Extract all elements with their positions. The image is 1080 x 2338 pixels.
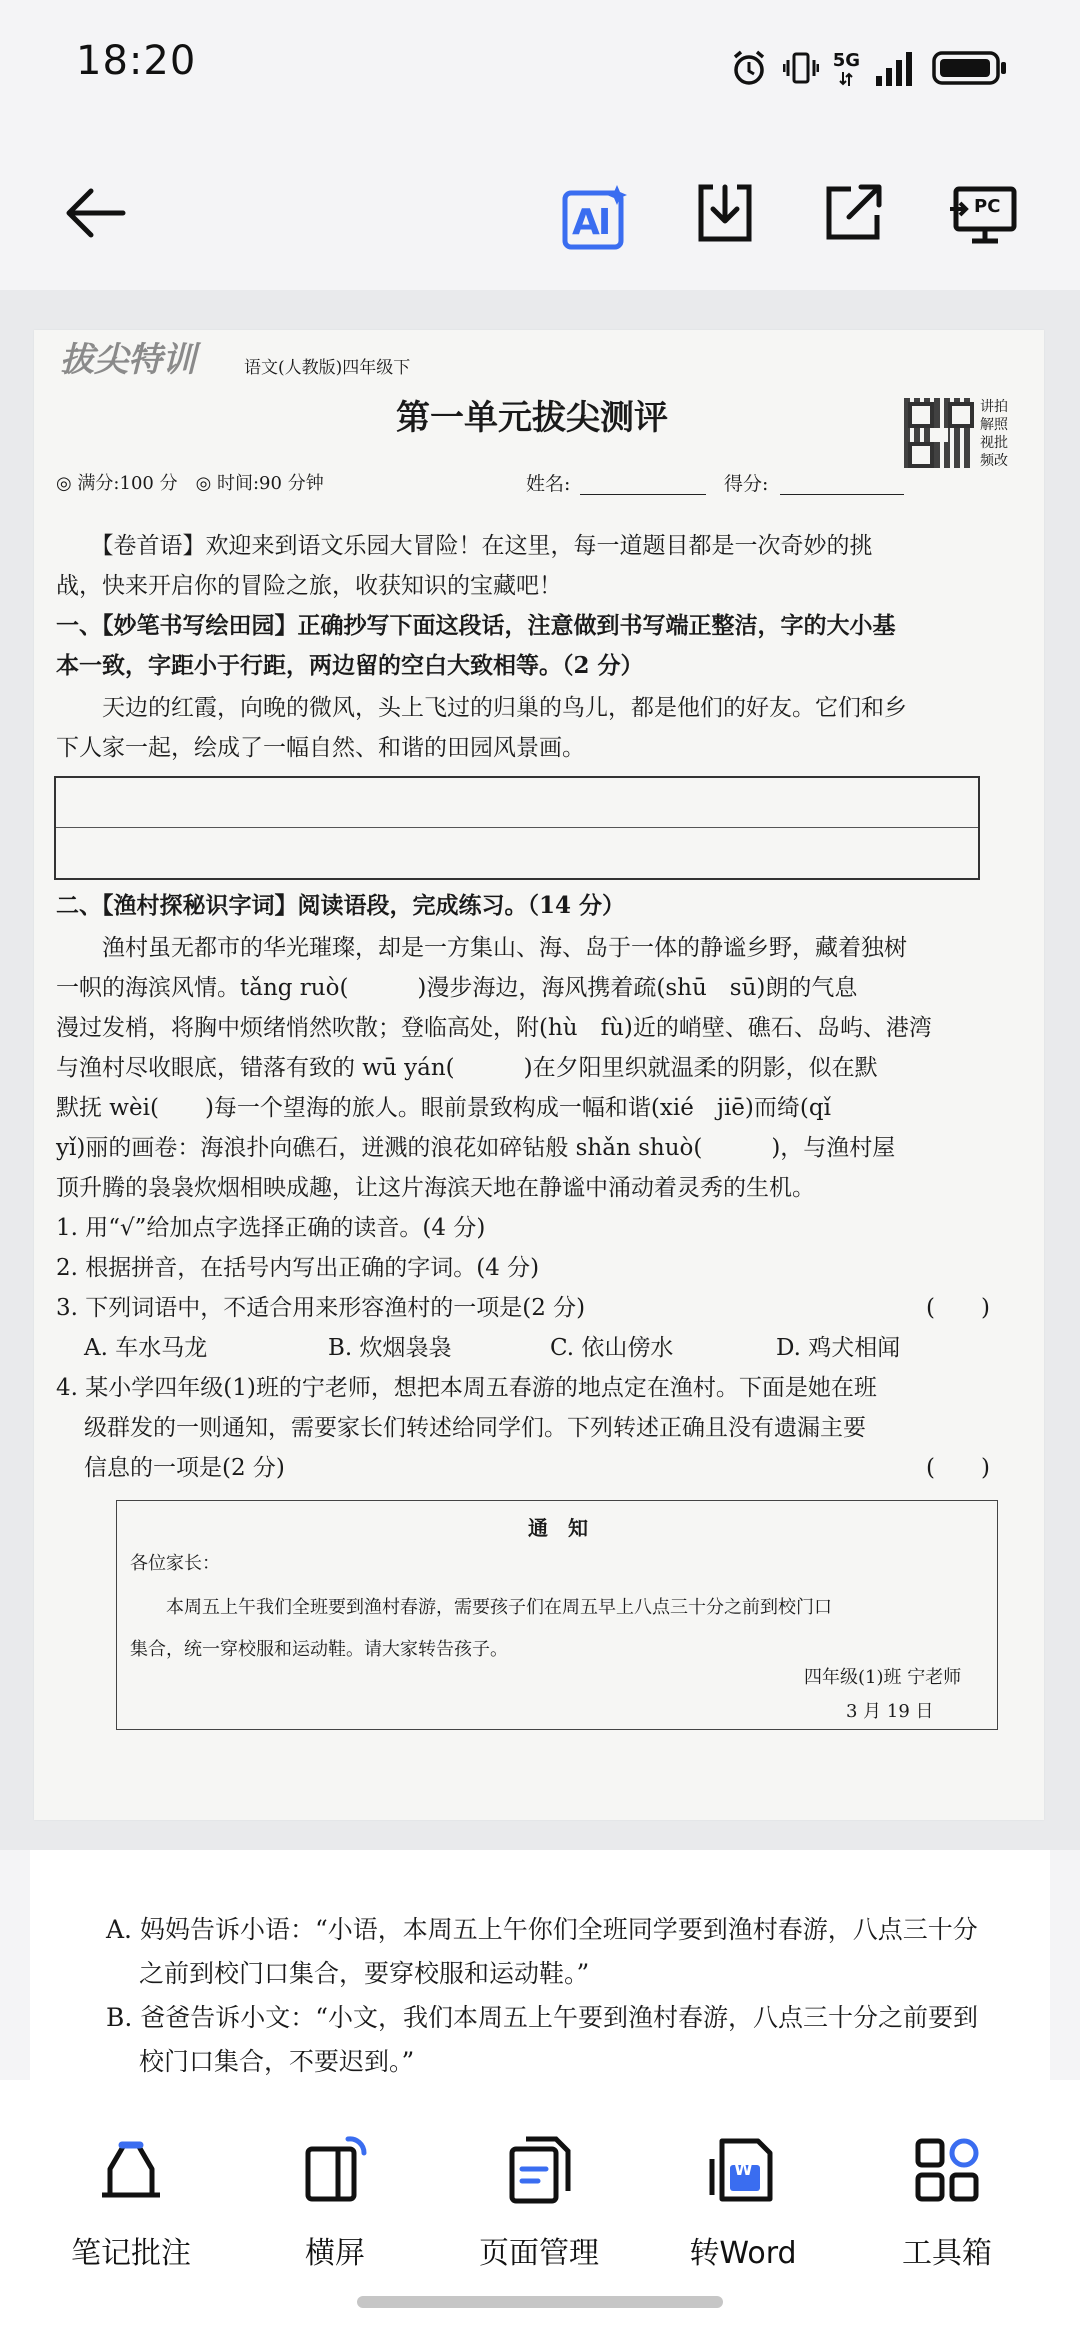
document-page-1 — [34, 330, 1044, 1820]
section2-heading: 二、【渔村探秘识字词】阅读语段，完成练习。（14 分） — [56, 892, 626, 919]
notice-date: 3 月 19 日 — [846, 1701, 934, 1722]
download-icon — [693, 181, 757, 249]
notice-greeting: 各位家长： — [130, 1553, 220, 1574]
to-word-label: 转Word — [689, 2236, 797, 2271]
section2-passage: yǐ)丽的画卷：海浪扑向礁石，迸溅的浪花如碎钻般 shǎn shuò( )，与渔村屋 — [56, 1135, 896, 1161]
status-time: 18:20 — [76, 38, 197, 84]
vibrate-icon — [783, 48, 819, 92]
score-label: 得分: — [724, 473, 769, 495]
status-icons — [729, 44, 1008, 96]
toolbox-button[interactable] — [862, 2130, 1032, 2272]
pc-icon — [950, 183, 1020, 247]
word-badge: W — [734, 2160, 753, 2180]
section1-passage: 天边的红霞，向晚的微风，头上飞过的归巢的鸟儿，都是他们的好友。它们和乡 — [56, 695, 907, 721]
notice-body: 集合，统一穿校服和运动鞋。请大家转告孩子。 — [130, 1639, 508, 1660]
page-title: 第一单元拔尖测评 — [396, 398, 668, 438]
document-page-2 — [30, 1850, 1050, 2080]
writing-box-divider — [56, 827, 978, 828]
ai-label: AI — [572, 202, 610, 243]
section2-passage: 渔村虽无都市的华光璀璨，却是一方集山、海、岛于一体的静谧乡野，藏着独树 — [56, 935, 907, 961]
q3-option: D. 鸡犬相闻 — [776, 1335, 901, 1361]
share-button[interactable] — [808, 170, 898, 260]
option-a-line: 之前到校门口集合，要穿校服和运动鞋。” — [106, 1959, 590, 1988]
page-manage-icon — [454, 2130, 624, 2210]
ai-icon — [561, 183, 625, 247]
notes-label: 笔记批注 — [71, 2236, 191, 2271]
pen-note-icon — [46, 2130, 216, 2210]
question-4-line: 级群发的一则通知，需要家长们转述给同学们。下列转述正确且没有遗漏主要 — [84, 1415, 866, 1441]
answer-paren: ( ) — [926, 1455, 990, 1481]
question-1: 1. 用“√”给加点字选择正确的读音。(4 分) — [56, 1215, 486, 1241]
intro-line: 【卷首语】欢迎来到语文乐园大冒险！在这里，每一道题目都是一次奇妙的挑 — [56, 533, 873, 559]
answer-paren: ( ) — [926, 1295, 990, 1321]
page-manage-label: 页面管理 — [479, 2236, 599, 2271]
score-blank — [780, 494, 904, 495]
toolbox-label: 工具箱 — [902, 2236, 992, 2271]
subject-label: 语文(人教版)四年级下 — [244, 358, 411, 378]
question-4: 4. 某小学四年级(1)班的宁老师，想把本周五春游的地点定在渔村。下面是她在班 — [56, 1375, 877, 1401]
pc-label: PC — [974, 196, 1001, 217]
top-toolbar — [0, 140, 1080, 290]
alarm-icon — [729, 48, 769, 92]
section2-passage: 默抚 wèi( )每一个望海的旅人。眼前景致构成一幅和谐(xié jiē)而绮(qǐ — [56, 1095, 831, 1121]
home-indicator[interactable] — [357, 2296, 723, 2308]
rotate-screen-icon — [250, 2130, 420, 2210]
qr-caption-line: 解照 — [980, 417, 1008, 433]
question-3: 3. 下列词语中，不适合用来形容渔村的一项是(2 分) — [56, 1295, 586, 1321]
section2-passage: 漫过发梢，将胸中烦绪悄然吹散；登临高处，附(hù fù)近的峭壁、礁石、岛屿、港湾 — [56, 1015, 932, 1041]
page-manage-button[interactable] — [454, 2130, 624, 2272]
section1-passage: 下人家一起，绘成了一幅自然、和谐的田园风景画。 — [56, 735, 585, 761]
section2-passage: 顶升腾的袅袅炊烟相映成趣，让这片海滨天地在静谧中涌动着灵秀的生机。 — [56, 1175, 815, 1201]
section1-heading: 本一致，字距小于行距，两边留的空白大致相等。（2 分） — [56, 652, 644, 679]
qr-caption-line: 频改 — [980, 453, 1008, 469]
section2-passage: 一帜的海滨风情。tǎng ruò( )漫步海边，海风携着疏(shū sū)朗的气息 — [56, 975, 858, 1001]
signal-icon — [874, 48, 918, 92]
back-button[interactable] — [50, 170, 140, 260]
brand-logo: 拔尖特训 — [60, 340, 196, 380]
toolbox-icon — [862, 2130, 1032, 2210]
landscape-button[interactable] — [250, 2130, 420, 2272]
notice-signature: 四年级(1)班 宁老师 — [804, 1667, 962, 1688]
qr-code — [904, 398, 974, 468]
option-a-line: A. 妈妈告诉小语：“小语，本周五上午你们全班同学要到渔村春游，八点三十分 — [106, 1915, 978, 1944]
intro-line: 战，快来开启你的冒险之旅，收获知识的宝藏吧！ — [56, 573, 562, 599]
word-convert-icon — [658, 2130, 828, 2210]
qr-caption-line: 讲拍 — [980, 399, 1008, 415]
battery-icon — [932, 48, 1008, 92]
q3-option: C. 依山傍水 — [550, 1335, 674, 1361]
status-bar — [0, 0, 1080, 140]
share-icon — [821, 181, 885, 249]
qr-caption-line: 视批 — [980, 435, 1008, 451]
name-label: 姓名: — [526, 473, 571, 495]
ai-button[interactable] — [548, 170, 638, 260]
question-2: 2. 根据拼音，在括号内写出正确的字词。(4 分) — [56, 1255, 540, 1281]
network-indicator — [833, 52, 860, 88]
writing-box — [54, 776, 980, 880]
name-blank — [580, 494, 706, 495]
q3-option: B. 炊烟袅袅 — [328, 1335, 452, 1361]
download-button[interactable] — [680, 170, 770, 260]
qr-caption — [980, 398, 1020, 470]
notice-title: 通 知 — [528, 1516, 588, 1540]
question-4-line: 信息的一项是(2 分) — [84, 1455, 285, 1481]
section2-passage: 与渔村尽收眼底，错落有致的 wū yán( )在夕阳里织就温柔的阴影，似在默 — [56, 1055, 878, 1081]
notes-button[interactable] — [46, 2130, 216, 2272]
pc-button[interactable] — [940, 170, 1030, 260]
option-b-line: B. 爸爸告诉小文：“小文，我们本周五上午要到渔村春游，八点三十分之前要到 — [106, 2003, 979, 2032]
notice-body: 本周五上午我们全班要到渔村春游，需要孩子们在周五早上八点三十分之前到校门口 — [130, 1597, 832, 1618]
network-label: 5G — [832, 50, 860, 71]
q3-option: A. 车水马龙 — [84, 1335, 208, 1361]
score-info: ◎ 满分:100 分 ◎ 时间:90 分钟 — [56, 473, 324, 494]
option-b-line: 校门口集合，不要迟到。” — [106, 2047, 415, 2076]
landscape-label: 横屏 — [305, 2236, 365, 2271]
back-arrow-icon — [63, 185, 127, 245]
to-word-button[interactable] — [658, 2130, 828, 2272]
section1-heading: 一、【妙笔书写绘田园】正确抄写下面这段话，注意做到书写端正整洁，字的大小基 — [56, 612, 896, 639]
